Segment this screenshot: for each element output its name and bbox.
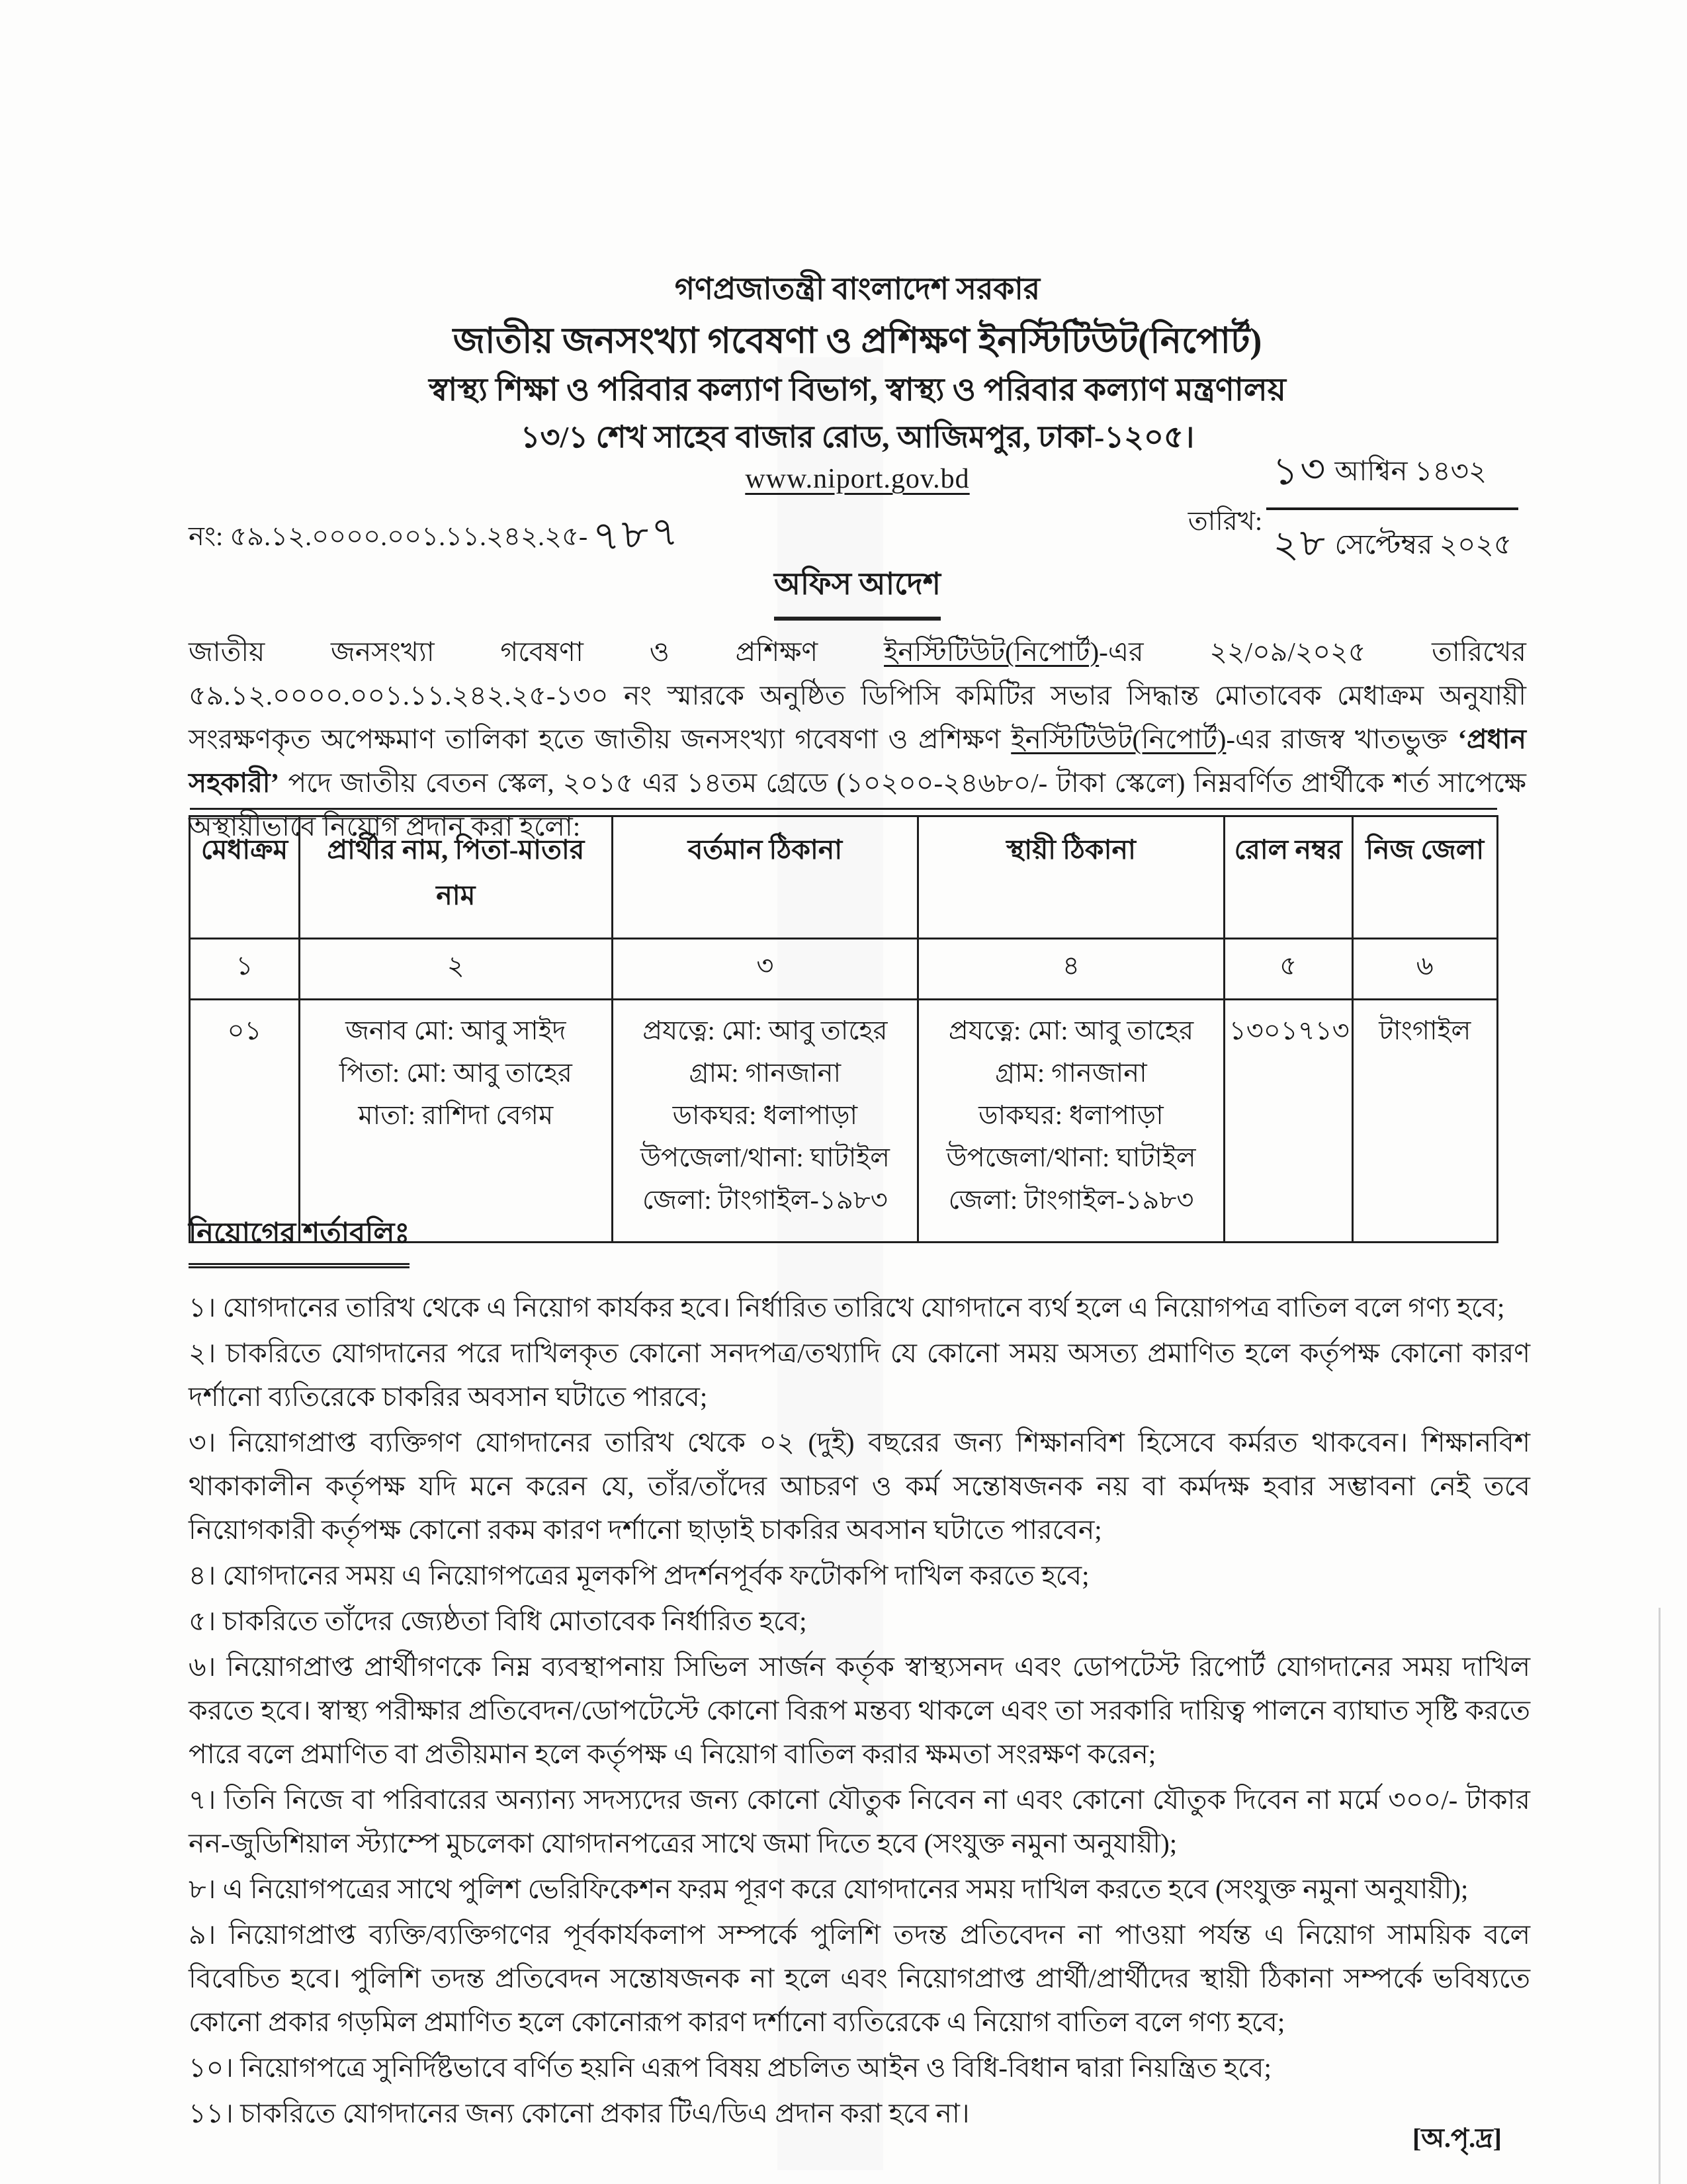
cell-merit-serial: ০১ xyxy=(190,1000,300,1243)
col-number-4: ৪ xyxy=(918,939,1225,1000)
col-number-1: ১ xyxy=(190,939,300,1000)
cell-permanent-address: প্রযত্নে: মো: আবু তাহের গ্রাম: গানজানা ডাকঘর: ধলাপাড়া উপজেলা/থানা: ঘাটাইল জেলা: টাংগাইল-১৯৮৩ xyxy=(918,1000,1225,1243)
condition-item-1: ১। যোগদানের তারিখ থেকে এ নিয়োগ কার্যকর হবে। নির্ধারিত তারিখে যোগদানে ব্যর্থ হলে এ নিয়োগপত্র বাতিল বলে গণ্য হবে; xyxy=(189,1292,1505,1323)
condition-item-6: ৬। নিয়োগপ্রাপ্ত প্রার্থীগণকে নিম্ন ব্যবস্থাপনায় সিভিল সার্জন কর্তৃক স্বাস্থ্যসনদ এবং ডোপটেস্ট রিপোর্ট যোগদানের সময় দাখিল করতে হবে। স্বাস্থ্য পরীক্ষার প্রতিবেদন/ডোপটেস্টে কোনো বিরূপ মন্তব্য থাকলে এবং তা সরকারি দায়িত্ব পালনে ব্যাঘাত সৃষ্টি করতে পারে বলে প্রমাণিত বা প্রতীয়মান হলে কর্তৃপক্ষ এ নিয়োগ বাতিল করার ক্ষমতা সংরক্ষণ করেন; xyxy=(189,1651,1530,1769)
conditions-section xyxy=(189,1212,1530,2137)
office-address: ১৩/১ শেখ সাহেব বাজার রোড, আজিমপুর, ঢাকা-১২০৫। xyxy=(520,420,1195,454)
date-label: তারিখ: xyxy=(1188,505,1263,536)
condition-item-2: ২। চাকরিতে যোগদানের পরে দাখিলকৃত কোনো সনদপত্র/তথ্যাদি যে কোনো সময় অসত্য প্রমাণিত হলে কর্তৃপক্ষ কোনো কারণ দর্শানো ব্যতিরেকে চাকরির অবসান ঘটাতে পারবে; xyxy=(189,1338,1530,1412)
condition-item-7: ৭। তিনি নিজে বা পরিবারের অন্যান্য সদস্যদের জন্য কোনো যৌতুক নিবেন না এবং কোনো যৌতুক দিবেন না মর্মে ৩০০/- টাকার নন-জুডিশিয়াল স্ট্যাম্পে মুচলেকা যোগদানপত্রের সাথে জমা দিতে হবে (সংযুক্ত নমুনা অনুযায়ী); xyxy=(189,1784,1530,1858)
appointment-table xyxy=(189,815,1498,1243)
condition-item-11: ১১। চাকরিতে যোগদানের জন্য কোনো প্রকার টিএ/ডিএ প্রদান করা হবে না। xyxy=(189,2098,970,2128)
table-top-scan-line xyxy=(190,808,1497,810)
table-column-number-row xyxy=(190,939,1498,1000)
memo-number-printed: নং: ৫৯.১২.০০০০.০০১.১১.২৪২.২৫- xyxy=(189,521,588,551)
government-name: গণপ্রজাতন্ত্রী বাংলাদেশ সরকার xyxy=(674,272,1041,306)
bangla-month-year: আশ্বিন ১৪৩২ xyxy=(1334,457,1487,487)
col-number-3: ৩ xyxy=(612,939,918,1000)
date-block xyxy=(1188,438,1518,576)
dual-date xyxy=(1266,438,1518,576)
cell-present-address: প্রযত্নে: মো: আবু তাহের গ্রাম: গানজানা ডাকঘর: ধলাপাড়া উপজেলা/থানা: ঘাটাইল জেলা: টাংগাইল-১৯৮৩ xyxy=(612,1000,918,1243)
cell-home-district: টাংগাইল xyxy=(1352,1000,1497,1243)
col-header-roll-number: রোল নম্বর xyxy=(1224,816,1352,939)
col-header-home-district: নিজ জেলা xyxy=(1352,816,1497,939)
scan-artifact-edge-line xyxy=(1659,1608,1661,2184)
col-number-2: ২ xyxy=(300,939,613,1000)
bangla-date xyxy=(1266,438,1518,510)
col-header-present-address: বর্তমান ঠিকানা xyxy=(612,816,918,939)
col-header-candidate-name: প্রার্থীর নাম, পিতা-মাতার নাম xyxy=(300,816,613,939)
col-header-permanent-address: স্থায়ী ঠিকানা xyxy=(918,816,1225,939)
memo-number-line xyxy=(189,500,681,568)
gregorian-day-handwritten: ২৮ xyxy=(1271,520,1330,567)
condition-item-3: ৩। নিয়োগপ্রাপ্ত ব্যক্তিগণ যোগদানের তারিখ থেকে ০২ (দুই) বছরের জন্য শিক্ষানবিশ হিসেবে কর্মরত থাকবেন। শিক্ষানবিশ থাকাকালীন কর্তৃপক্ষ যদি মনে করেন যে, তাঁর/তাঁদের আচরণ ও কর্ম সন্তোষজনক নয় বা কর্মদক্ষ হবার সম্ভাবনা নেই তবে নিয়োগকারী কর্তৃপক্ষ কোনো রকম কারণ দর্শানো ছাড়াই চাকরির অবসান ঘটাতে পারবেন; xyxy=(189,1427,1530,1545)
organization-name: জাতীয় জনসংখ্যা গবেষণা ও প্রশিক্ষণ ইনস্টিটিউট(নিপোর্ট) xyxy=(453,321,1262,361)
continuation-note: [অ.পৃ.দ্র] xyxy=(1412,2123,1502,2153)
condition-item-4: ৪। যোগদানের সময় এ নিয়োগপত্রের মূলকপি প্রদর্শনপূর্বক ফটোকপি দাখিল করতে হবে; xyxy=(189,1560,1090,1591)
condition-item-9: ৯। নিয়োগপ্রাপ্ত ব্যক্তি/ব্যক্তিগণের পূর্বকার্যকলাপ সম্পর্কে পুলিশি তদন্ত প্রতিবেদন না পাওয়া পর্যন্ত এ নিয়োগ সাময়িক বলে বিবেচিত হবে। পুলিশি তদন্ত প্রতিবেদন সন্তোষজনক না হলে এবং নিয়োগপ্রাপ্ত প্রার্থী/প্রার্থীদের স্থায়ী ঠিকানা সম্পর্কে ভবিষ্যতে কোনো প্রকার গড়মিল প্রমাণিত হলে কোনোরূপ কারণ দর্শানো ব্যতিরেকে এ নিয়োগ বাতিল বলে গণ্য হবে; xyxy=(189,1919,1530,2037)
conditions-heading: নিয়োগের শর্তাবলিঃ xyxy=(189,1212,410,1268)
condition-item-10: ১০। নিয়োগপত্রে সুনির্দিষ্টভাবে বর্ণিত হয়নি এরূপ বিষয় প্রচলিত আইন ও বিধি-বিধান দ্বারা নিয়ন্ত্রিত হবে; xyxy=(189,2052,1272,2083)
condition-item-8: ৮। এ নিয়োগপত্রের সাথে পুলিশ ভেরিফিকেশন ফরম পূরণ করে যোগদানের সময় দাখিল করতে হবে (সংযুক্ত নমুনা অনুযায়ী); xyxy=(189,1874,1469,1904)
table-row xyxy=(190,1000,1498,1243)
col-header-merit-order: মেধাক্রম xyxy=(190,816,300,939)
bangla-day-handwritten: ১৩ xyxy=(1271,447,1330,494)
cell-candidate-name: জনাব মো: আবু সাইদ পিতা: মো: আবু তাহের মাতা: রাশিদা বেগম xyxy=(300,1000,613,1243)
col-number-5: ৫ xyxy=(1224,939,1352,1000)
condition-item-5: ৫। চাকরিতে তাঁদের জ্যেষ্ঠতা বিধি মোতাবেক নির্ধারিত হবে; xyxy=(189,1606,807,1636)
table-header-row xyxy=(190,816,1498,939)
gregorian-month-year: সেপ্টেম্বর ২০২৫ xyxy=(1334,530,1512,560)
memo-number-handwritten: ৭৮৭ xyxy=(591,509,683,560)
website-url: www.niport.gov.bd xyxy=(745,464,970,494)
intro-paragraph: জাতীয় জনসংখ্যা গবেষণা ও প্রশিক্ষণ ইনস্টিটিউট(নিপোর্ট)-এর ২২/০৯/২০২৫ তারিখের ৫৯.১২.০০০০.০০১.১১.২৪২.২৫-১৩০ নং স্মারকে অনুষ্ঠিত ডিপিসি কমিটির সভার সিদ্ধান্ত মোতাবেক মেধাক্রম অনুযায়ী সংরক্ষণকৃত অপেক্ষমাণ তালিকা হতে জাতীয় জনসংখ্যা গবেষণা ও প্রশিক্ষণ ইনস্টিটিউট(নিপোর্ট)-এর রাজস্ব খাতভুক্ত ‘প্রধান সহকারী’ পদে জাতীয় বেতন স্কেল, ২০১৫ এর ১৪তম গ্রেডে (১০২০০-২৪৬৮০/- টাকা স্কেলে) নিম্নবর্ণিত প্রার্থীকে শর্ত সাপেক্ষে অস্থায়ীভাবে নিয়োগ প্রদান করা হলো: xyxy=(189,636,1526,842)
title-row xyxy=(189,561,1526,621)
ministry-department-name: স্বাস্থ্য শিক্ষা ও পরিবার কল্যাণ বিভাগ, স্বাস্থ্য ও পরিবার কল্যাণ মন্ত্রণালয় xyxy=(429,372,1286,408)
cell-roll-number: ১৩০১৭১৩ xyxy=(1224,1000,1352,1243)
col-number-6: ৬ xyxy=(1352,939,1497,1000)
document-title: অফিস আদেশ xyxy=(774,561,941,621)
